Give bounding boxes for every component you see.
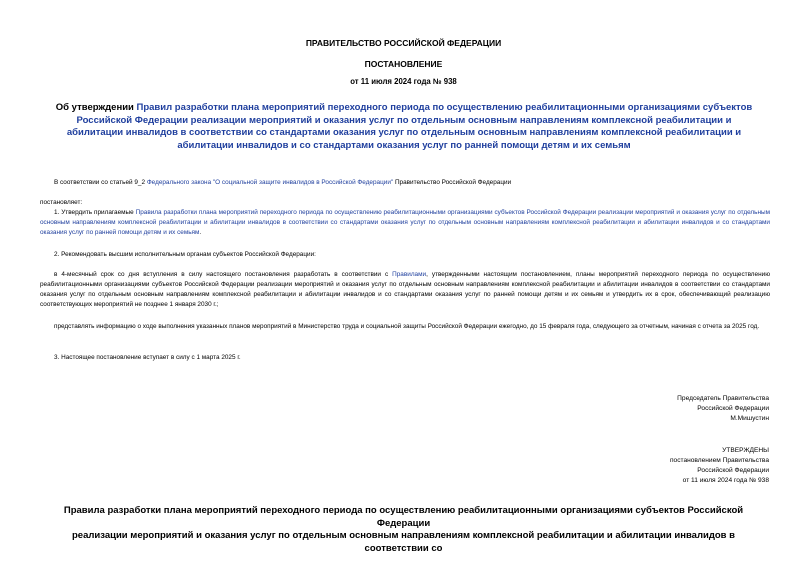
preamble-paragraph <box>40 178 770 188</box>
document-title <box>52 102 756 152</box>
approved-line-3: Российской Федерации <box>697 467 769 474</box>
government-heading: ПРАВИТЕЛЬСТВО РОССИЙСКОЙ ФЕДЕРАЦИИ <box>305 38 502 48</box>
doc-type-heading: ПОСТАНОВЛЕНИЕ <box>364 59 443 69</box>
signature-line-2: Российской Федерации <box>697 405 769 412</box>
title-rules-link[interactable]: Правил разработки плана мероприятий переходного периода по осуществлению реабилитационными организациями субъектов Российской Федерации реализации мероприятий и оказания услуг по отдельным основным направлениям комплексной реабилитации и абилитации инвалидов в соответствии со стандартами оказания услуг по отдельным основным направлениям комплексной реабилитации и абилитации инвалидов и со стандартами оказания услуг по ранней помощи детям и их семьям <box>66 102 753 151</box>
rules-title-line-2: реализации мероприятий и оказания услуг по отдельным основным направлениям комплексной реабилитации и абилитации инвалидов в соответствии со <box>72 530 735 554</box>
item-1-after: . <box>199 229 202 236</box>
approved-line-4: от 11 июля 2024 года № 938 <box>682 477 769 484</box>
item-2-paragraph: 2. Рекомендовать высшим исполнительным органам субъектов Российской Федерации: <box>54 251 316 258</box>
signature-line-3: М.Мишустин <box>730 415 769 422</box>
decree-word: постановляет: <box>40 199 83 206</box>
preamble-before: В соответствии со статьей 9_2 <box>54 179 147 186</box>
preamble-after: Правительство Российской Федерации <box>393 179 512 186</box>
signature-block <box>677 394 769 424</box>
item-1-before: 1. Утвердить прилагаемые <box>54 209 136 216</box>
approved-line-2: постановлением Правительства <box>669 457 769 464</box>
rules-title <box>40 505 767 555</box>
federal-law-link[interactable]: Федерального закона "О социальной защите инвалидов в Российской Федерации" <box>146 179 394 186</box>
item-2a-after: , утвержденными настоящим постановлением, планы мероприятий переходного периода по осуществлению реабилитационными организациями субъектов Российской Федерации реализации мероприятий и оказания услуг по отдельным основным направлениям комплексной реабилитации и абилитации инвалидов в соответствии со стандартами оказания услуг по отдельным основным направлениям комплексной реабилитации и абилитации инвалидов и со стандартами оказания услуг по ранней помощи детям и их семьям и утвердить их в срок, обеспечивающий реализацию соответствующих мероприятий не позднее 1 января 2030 г.; <box>40 271 770 308</box>
approved-line-1: УТВЕРЖДЕНЫ <box>722 447 769 454</box>
rules-title-line-1: Правила разработки плана мероприятий переходного периода по осуществлению реабилитационными организациями субъектов Российской Федерации <box>63 505 744 529</box>
item-2a-before: в 4-месячный срок со дня вступления в силу настоящего постановления разработать в соответствии с <box>54 271 393 278</box>
item-3-paragraph: 3. Настоящее постановление вступает в силу с 1 марта 2025 г. <box>54 354 241 361</box>
item-2a-paragraph <box>40 270 770 310</box>
item-1-paragraph <box>40 208 770 238</box>
item-2a-rules-link[interactable]: Правилами <box>392 271 427 278</box>
title-prefix: Об утверждении <box>55 102 137 113</box>
item-1-rules-link[interactable]: Правила разработки плана мероприятий переходного периода по осуществлению реабилитационными организациями субъектов Российской Федерации реализации мероприятий и оказания услуг по отдельным основным направлениям комплексной реабилитации и абилитации инвалидов в соответствии со стандартами оказания услуг по отдельным основным направлениям комплексной реабилитации и абилитации инвалидов и со стандартами оказания услуг по ранней помощи детям и их семьям <box>40 209 770 236</box>
signature-line-1: Председатель Правительства <box>677 395 769 402</box>
approval-block <box>670 446 769 486</box>
doc-date-number: от 11 июля 2024 года № 938 <box>350 77 457 86</box>
item-2b-paragraph: представлять информацию о ходе выполнения указанных планов мероприятий в Министерство труда и социальной защиты Российской Федерации ежегодно, до 15 февраля года, следующего за отчетным, начиная с отчета за 2025 год. <box>54 323 760 330</box>
